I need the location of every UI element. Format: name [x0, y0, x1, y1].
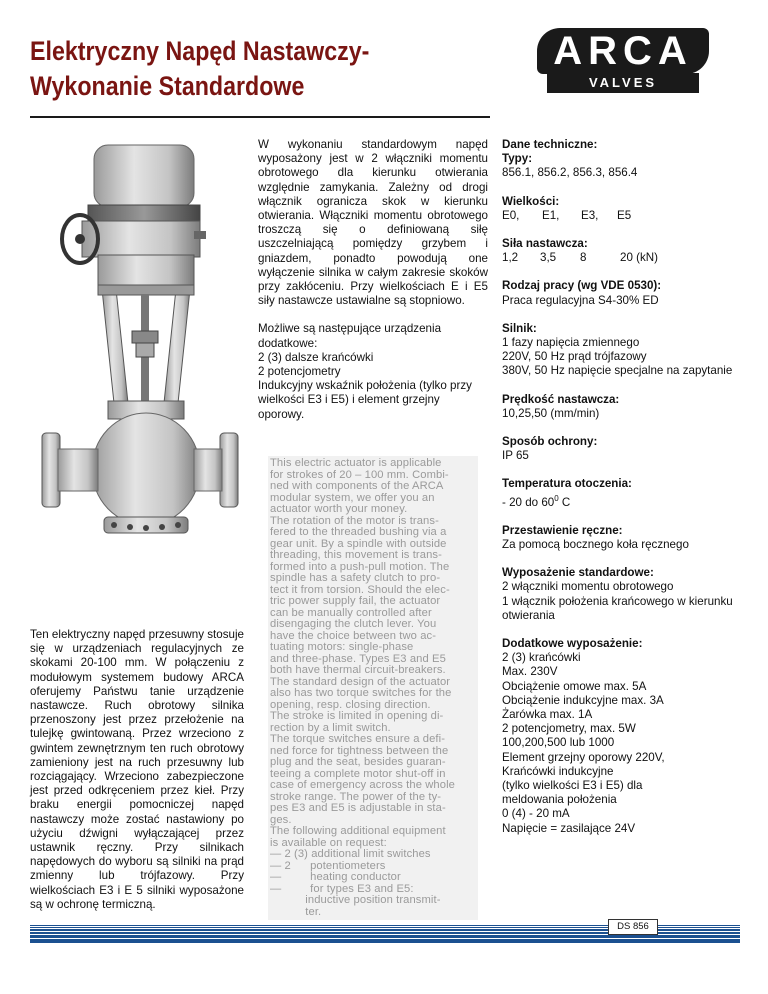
motor-band: [88, 205, 200, 223]
english-line: tuating motors: single-phase: [270, 641, 414, 653]
size-value: E1,: [542, 208, 560, 222]
spec-line: meldowania położenia: [502, 793, 617, 807]
spec-silnik: [502, 322, 742, 379]
spec-heading: Siła nastawcza:: [502, 237, 588, 251]
additional-device-item: Indukcyjny wskaźnik położenia (tylko przy wielkości E3 i E5) i element grzejny oporowy.: [258, 379, 472, 421]
document-code: DS 856: [608, 919, 658, 935]
english-line: and three-phase. Types E3 and E5: [270, 652, 446, 665]
force-value: 1,2: [502, 251, 519, 265]
spec-heading: Wyposażenie standardowe:: [502, 566, 654, 580]
description-middle-column: [258, 138, 488, 422]
force-value: 20 (kN): [620, 251, 659, 265]
logo-brand: ARCA: [553, 29, 693, 73]
spec-heading: Prędkość nastawcza:: [502, 392, 620, 406]
spec-line: 1 włącznik położenia krańcowego w kierunku otwierania: [502, 594, 733, 622]
title-underline: [30, 116, 490, 118]
spec-line: (tylko wielkości E3 i E5) dla: [502, 778, 643, 792]
english-line: — for types E3 and E5:: [270, 882, 414, 895]
title-line-1: Elektryczny Napęd Nastawczy-: [30, 36, 370, 66]
flange-left: [42, 433, 60, 507]
english-line: plug and the seat, besides guaran-: [270, 756, 446, 768]
spec-wyposazenie-standardowe: [502, 566, 742, 623]
spec-sila-nastawcza: [502, 237, 742, 265]
force-value: 3,5: [540, 251, 557, 265]
english-line: spindle has a safety clutch to pro-: [270, 572, 441, 584]
english-line: ter.: [270, 905, 322, 918]
english-line: actuator worth your money.: [270, 503, 408, 515]
spec-line: Obciążenie omowe max. 5A: [502, 679, 647, 693]
temp-unit: C: [558, 495, 571, 509]
logo-arca-badge: [537, 28, 709, 74]
additional-device-item: 2 potencjometry: [258, 365, 341, 379]
english-line: The stroke is limited in opening di-: [270, 710, 444, 722]
english-line: — 2 potentiometers: [270, 859, 386, 872]
english-line: The rotation of the motor is trans-: [270, 514, 439, 527]
valve-body: [92, 413, 200, 525]
spec-heading: Sposób ochrony:: [502, 435, 598, 449]
english-line: inductive position transmit-: [270, 894, 441, 906]
technical-data-column: [502, 138, 742, 850]
english-line: This electric actuator is applicable: [270, 457, 442, 469]
english-line: teeing a complete motor shut-off in: [270, 767, 446, 780]
spec-heading: Przestawienie ręczne:: [502, 523, 623, 537]
spec-subheading: Typy:: [502, 152, 533, 166]
spec-heading: Dane techniczne:: [502, 138, 598, 151]
size-value: E3,: [581, 208, 599, 222]
spec-dane-techniczne: [502, 138, 742, 181]
english-line: pes E3 and E5 is adjustable in sta-: [270, 802, 446, 814]
english-line: gear unit. By a spindle with outside: [270, 537, 447, 550]
spec-line: Obciążenie indukcyjne max. 3A: [502, 693, 664, 707]
spec-line: Napięcie = zasilające 24V: [502, 821, 636, 835]
spec-line: 2 włączniki momentu obrotowego: [502, 580, 674, 594]
spec-line: 2 (3) krańcówki: [502, 651, 581, 665]
spec-wielkosci: [502, 195, 742, 223]
spec-heading: Silnik:: [502, 321, 537, 335]
english-line: threading, this movement is trans-: [270, 549, 442, 561]
spec-line: 380V, 50 Hz napięcie specjalne na zapytanie: [502, 364, 733, 378]
flange-right: [220, 433, 238, 507]
additional-devices-intro: Możliwe są następujące urządzenia dodatkowe:: [258, 322, 442, 350]
english-line: disengaging the clutch lever. You: [270, 618, 437, 630]
spec-line: Max. 230V: [502, 665, 558, 679]
logo-valves-bar: [547, 73, 699, 93]
temp-degree: 0: [554, 493, 559, 503]
footer-stripe: [30, 935, 740, 938]
spec-line: 0 (4) - 20 mA: [502, 807, 570, 821]
english-line: The torque switches ensure a defi-: [270, 733, 446, 745]
english-line: The following additional equipment: [270, 825, 446, 837]
english-line: both have thermal circuit-breakers.: [270, 664, 446, 676]
english-line: ges.: [270, 813, 292, 826]
english-line: modular system, we offer you an: [270, 491, 435, 504]
english-line: The standard design of the actuator: [270, 675, 451, 688]
size-value: E5: [617, 208, 632, 222]
english-line: rection by a limit switch.: [270, 721, 391, 734]
english-line: also has two torque switches for the: [270, 687, 452, 699]
english-line: case of emergency across the whole: [270, 779, 455, 791]
spec-value: 856.1, 856.2, 856.3, 856.4: [502, 166, 638, 180]
page-title: [30, 34, 408, 104]
additional-device-item: 2 (3) dalsze krańcówki: [258, 350, 374, 364]
english-line: fered to the threaded bushing via a: [270, 526, 447, 538]
title-line-2: Wykonanie Standardowe: [30, 71, 305, 101]
motor-cover: [94, 145, 194, 207]
spec-ochrona: [502, 435, 742, 463]
spec-line: 2 potencjometry, max. 5W: [502, 722, 636, 736]
english-line: — heating conductor: [270, 871, 401, 883]
actuator-valve-photo: [24, 135, 246, 553]
spec-value: Za pomocą bocznego koła ręcznego: [502, 537, 689, 551]
size-value: E0,: [502, 208, 520, 222]
spec-heading: Temperatura otoczenia:: [502, 477, 632, 491]
spec-line: 100,200,500 lub 1000: [502, 736, 615, 750]
spec-heading: Dodatkowe wyposażenie:: [502, 636, 643, 650]
arca-valves-logo: [537, 28, 709, 98]
spec-value: Praca regulacyjna S4-30% ED: [502, 293, 659, 307]
conduit: [194, 231, 206, 239]
description-polish-left: Ten elektryczny napęd przesuwny stosuje się w urządzeniach regulacyjnych ze skokami 20-100 mm. W połączeniu z modułowym systemem budowy ARCA oferujemy Państwu tanie urządzenie nastawcze. Ruch obrotowy silnika przenoszony jest przez przełożenie na tulejkę gwintowaną. Przez wrzeciono z gwintem zewnętrznym ten ruch obrotowy zamieniony jest na ruch przesuwny lub rozciągający. Wrzeciono zabezpieczone jest przed odkręceniem przez kieł. Przy braku energii pomocniczej napęd nastawczy może zostać nastawiony po użyciu dźwigni wyłączającej przez ustawnik ręczny. Przy silnikach napędowych do wyboru są silniki na prąd zmienny lub trójfazowy. Przy wielkościach E3 i E 5 silniki wyposażone są w ochronę termiczną.: [30, 628, 244, 911]
footer-stripe: [30, 939, 740, 943]
spec-temperatura: [502, 477, 742, 509]
spec-value: [502, 492, 742, 510]
spec-dodatkowe-wyposazenie: [502, 637, 742, 836]
english-line: stroke range. The power of the ty-: [270, 790, 442, 803]
spec-predkosc: [502, 393, 742, 421]
spec-value: IP 65: [502, 449, 529, 463]
english-line: tect it from torsion. Should the elec-: [270, 583, 450, 596]
lower-housing: [98, 255, 194, 289]
spec-rodzaj-pracy: [502, 279, 742, 307]
additional-devices-paragraph: [258, 322, 488, 421]
temp-range: - 20 do 60: [502, 495, 555, 509]
logo-sub: VALVES: [588, 75, 658, 90]
spec-przestawienie: [502, 524, 742, 552]
standard-design-paragraph: W wykonaniu standardowym napęd wyposażony jest w 2 włączniki momentu obrotowego dla kierunku otwierania względnie zamykania. Zależny od drogi włącznik ogranicza skok w kierunku otwierania. Włączniki momentu obrotowego troszczą się o definiowaną siłę uszczelniającą pomiędzy grzybem i gniazdem, ponadto powodują one wyłączenie silnika w całym zakresie skoków przy zakłóceniu. Przy wielkościach E i E5 siły nastawcze ustawialne są stopniowo.: [258, 138, 488, 308]
english-line: have the choice between two ac-: [270, 629, 437, 642]
spec-line: 220V, 50 Hz prąd trójfazowy: [502, 350, 647, 364]
handwheel-hub: [75, 234, 85, 244]
force-value: 8: [580, 251, 587, 265]
spec-heading: Wielkości:: [502, 194, 560, 208]
yoke: [102, 289, 128, 403]
english-description: [268, 456, 478, 920]
english-line: for strokes of 20 – 100 mm. Combi-: [270, 468, 449, 481]
spec-line: Element grzejny oporowy 220V,: [502, 750, 665, 764]
spec-line: Krańcówki indukcyjne: [502, 764, 614, 778]
english-line: can be manually controlled after: [270, 606, 432, 619]
english-line: is available on request:: [270, 836, 387, 849]
english-line: — 2 (3) additional limit switches: [270, 848, 431, 860]
english-line: formed into a push-pull motion. The: [270, 560, 450, 573]
spec-heading: Rodzaj pracy (wg VDE 0530):: [502, 279, 662, 293]
spec-line: Żarówka max. 1A: [502, 707, 593, 721]
english-line: ned force for tightness between the: [270, 744, 449, 757]
english-line: ned with components of the ARCA: [270, 480, 444, 492]
spec-value: 10,25,50 (mm/min): [502, 406, 600, 420]
english-line: tric power supply fail, the actuator: [270, 595, 441, 607]
spec-line: 1 fazy napięcia zmiennego: [502, 336, 640, 350]
english-line: opening, resp. closing direction.: [270, 698, 431, 711]
